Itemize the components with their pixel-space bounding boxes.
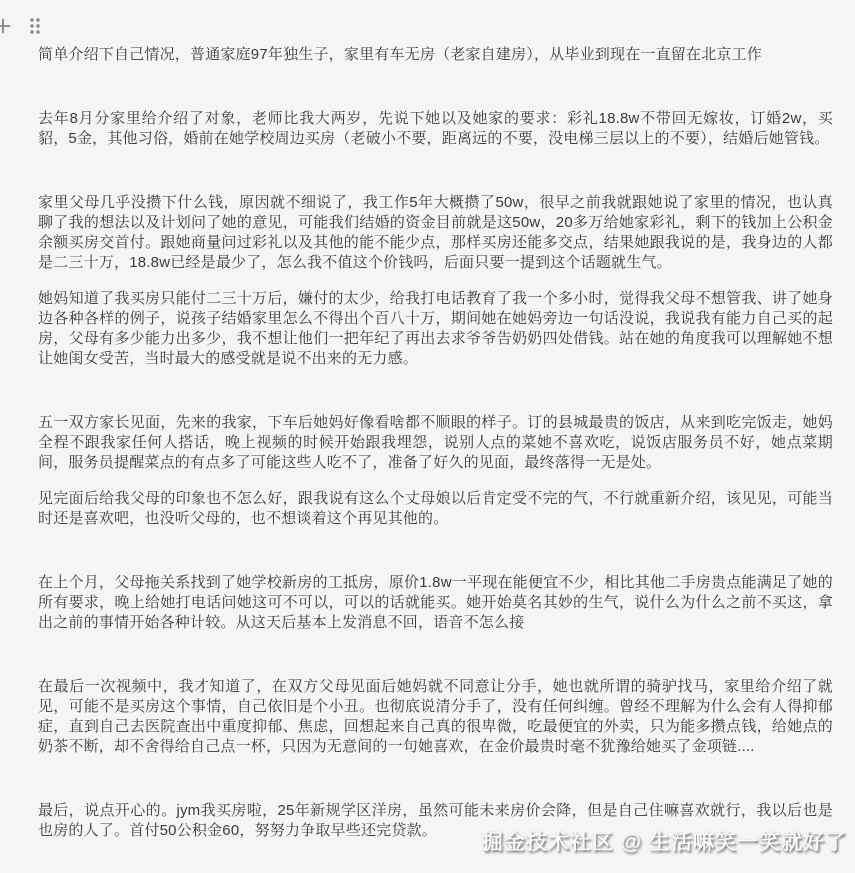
six-dot-grip-icon [28, 16, 42, 36]
paragraph-self-intro: 简单介绍下自己情况，普通家庭97年独生子，家里有车无房（老家自建房），从毕业到现在一直留在北京工作 [38, 46, 762, 63]
block-controls [0, 14, 46, 38]
plus-icon [0, 17, 12, 35]
add-block-button[interactable] [0, 14, 14, 38]
paragraph-parents-opinion: 见完面后给我父母的印象也不怎么好，跟我说有这么个丈母娘以后肯定受不完的气，不行就重新介绍，该见见，可能当时还是喜欢吧，也没听父母的，也不想谈着这个再见其他的。 [38, 490, 833, 527]
post-content [38, 45, 833, 841]
paragraph-breakup: 在最后一次视频中，我才知道了，在双方父母见面后她妈就不同意让分手，她也就所谓的骑驴找马，家里给介绍了就见，可能不是买房这个事情，自己依旧是个小丑。也彻底说清分手了，没有任何纠缠。曾经不理解为什么会有人得抑郁症，直到自己去医院查出中重度抑郁、焦虑，回想起来自己真的很卑微，吃最便宜的外卖，只为能多攒点钱，给她点的奶茶不断，却不舍得给自己点一杯，只因为无意间的一句她喜欢，在金价最贵时毫不犹豫给她买了金项链.... [38, 678, 833, 755]
paragraph-house-offer: 在上个月，父母拖关系找到了她学校新房的工抵房，原价1.8w一平现在能便宜不少，相比其他二手房贵点能满足了她的所有要求，晚上给她打电话问她这可不可以，可以的话就能买。她开始莫名其妙的生气，说什么为什么之前不买这，拿出之前的事情开始各种计较。从这天后基本上发消息不回，语音不怎么接 [38, 574, 833, 631]
paragraph-mother-call: 她妈知道了我买房只能付二三十万后，嫌付的太少，给我打电话教育了我一个多小时，觉得我父母不想管我、讲了她身边各种各样的例子，说孩子结婚家里怎么不得出个百八十万，期间她在她妈旁边一句话没说，我说我有能力自己买的起房，父母有多少能力出多少，我不想让他们一把年纪了再出去求爷爷告奶奶四处借钱。站在她的角度我可以理解她不想让她闺女受苦，当时最大的感受就是说不出来的无力感。 [38, 290, 833, 367]
paragraph-requirements: 去年8月分家里给介绍了对象，老师比我大两岁，先说下她以及她家的要求：彩礼18.8w不带回无嫁妆，订婚2w，买貂，5金，其他习俗，婚前在她学校周边买房（老破小不要，距离远的不要，没电梯三层以上的不要），结婚后她管钱。 [38, 110, 833, 147]
drag-handle[interactable] [24, 14, 46, 38]
paragraph-savings: 家里父母几乎没攒下什么钱，原因就不细说了，我工作5年大概攒了50w，很早之前我就跟她说了家里的情况，也认真聊了我的想法以及计划问了她的意见，可能我们结婚的资金目前就是这50w，20多万给她家彩礼，剩下的钱加上公积金余额买房交首付。跟她商量问过彩礼以及其他的能不能少点，那样买房还能多交点，结果她跟我说的是，我身边的人都是二三十万，18.8w已经是最少了，怎么我不值这个价钱吗，后面只要一提到这个话题就生气。 [38, 194, 833, 271]
watermark: 掘金技术社区 @ 生活嘛笑一笑就好了 [481, 831, 847, 854]
paragraph-ending: 最后，说点开心的。jym我买房啦，25年新规学区洋房，虽然可能未来房价会降，但是自己住嘛喜欢就行，我以后也是也房的人了。首付50公积金60，努努力争取早些还完贷款。 [38, 802, 833, 839]
paragraph-parents-meeting: 五一双方家长见面，先来的我家，下车后她妈好像看啥都不顺眼的样子。订的县城最贵的饭店，从来到吃完饭走，她妈全程不跟我家任何人搭话，晚上视频的时候开始跟我埋怨，说别人点的菜她不喜欢吃，说饭店服务员不好，她点菜期间，服务员提醒菜点的有点多了可能这些人吃不了，准备了好久的见面，最终落得一无是处。 [38, 414, 833, 471]
